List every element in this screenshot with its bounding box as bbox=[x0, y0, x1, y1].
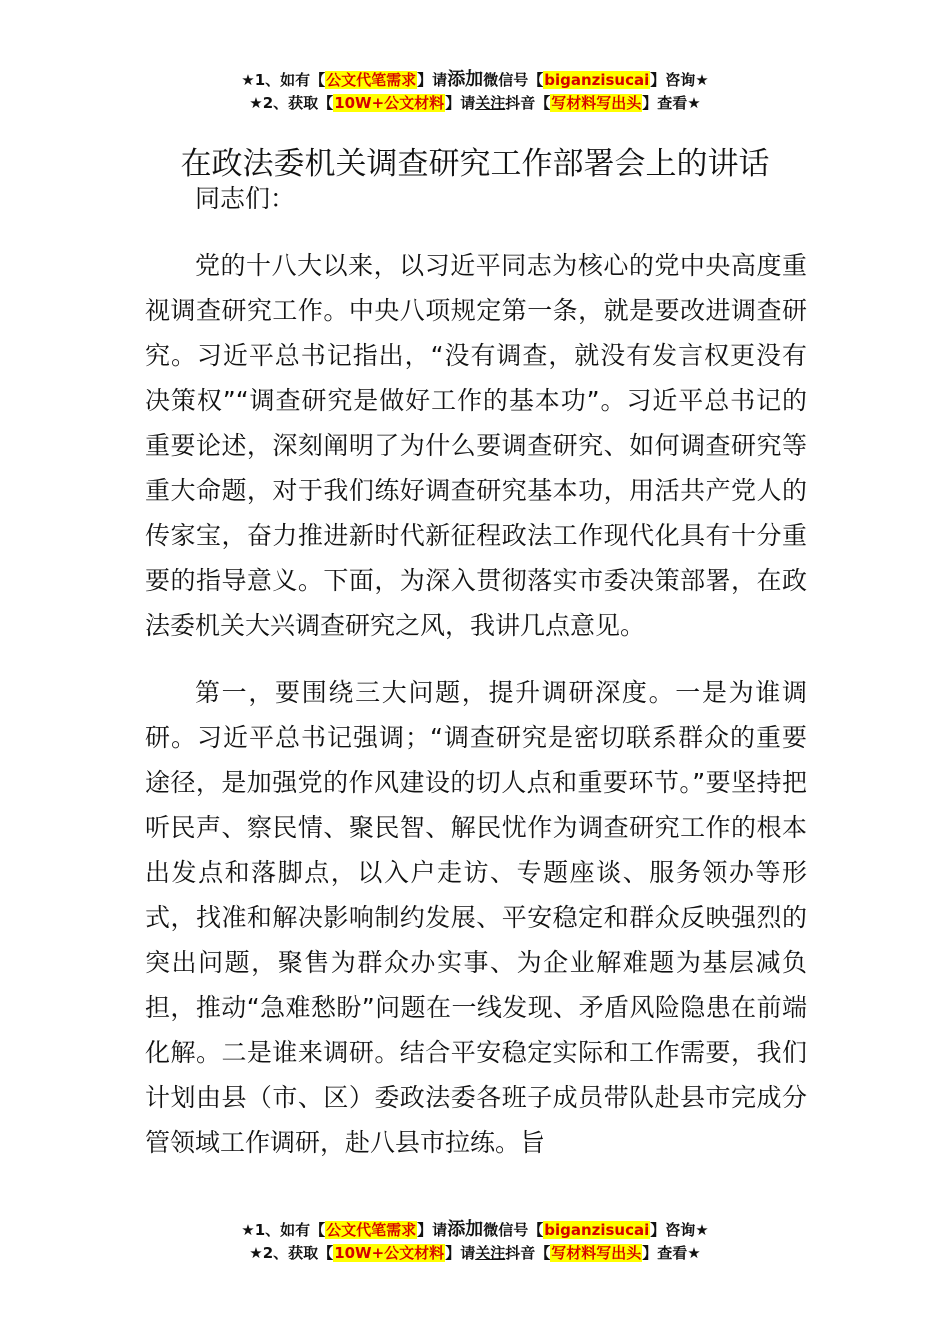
document-body bbox=[145, 176, 807, 1187]
paragraph: 第一，要围绕三大问题，提升调研深度。一是为谁调研。习近平总书记强调；“调查研究是密切联系群众的重要途径，是加强党的作风建设的切人点和重要环节。”要坚持把听民声、察民情、聚民智、解民忧作为调查研究工作的根本出发点和落脚点，以入户走访、专题座谈、服务领办等形式，找准和解决影响制约发展、平安稳定和群众反映强烈的突出问题，聚售为群众办实事、为企业解难题为基层减负担，推动“急难愁盼”问题在一线发现、矛盾风险隐患在前端化解。二是谁来调研。结合平安稳定实际和工作需要，我们计划由县（市、区）委政法委各班子成员带队赴县市完成分管领域工作调研，赴八县市拉练。旨 bbox=[145, 678, 807, 1157]
promo-text: 添加 bbox=[447, 69, 484, 90]
promo-highlight: 公文代笔需求 bbox=[326, 1221, 417, 1239]
promo-text: 】咨询★ bbox=[650, 1221, 709, 1239]
promo-douyin-id: 写材料写出头 bbox=[551, 94, 642, 112]
promo-text: 微信号【 bbox=[483, 1221, 544, 1239]
promo-douyin-id: 写材料写出头 bbox=[551, 1244, 642, 1262]
promo-text: 抖音【 bbox=[505, 94, 551, 112]
paragraph: 党的十八大以来，以习近平同志为核心的党中央高度重视调查研究工作。中央八项规定第一条，就是要改进调查研究。习近平总书记指出，“没有调查，就没有发言权更没有决策权”“调查研究是做好工作的基本功”。习近平总书记的重要论述，深刻阐明了为什么要调查研究、如何调查研究等重大命题，对于我们练好调查研究基本功，用活共产党人的传家宝，奋力推进新时代新征程政法工作现代化具有十分重要的指导意义。下面，为深入贯彻落实市委决策部署，在政法委机关大兴调查研究之风，我讲几点意见。 bbox=[145, 251, 807, 640]
promo-text: ★2、获取【 bbox=[249, 1244, 334, 1262]
footer-promo bbox=[0, 1218, 950, 1265]
promo-highlight: 10W+公文材料 bbox=[334, 94, 445, 112]
promo-text: ★1、如有【 bbox=[241, 1221, 326, 1239]
promo-text: ★1、如有【 bbox=[241, 71, 326, 89]
promo-line-2 bbox=[0, 1242, 950, 1265]
promo-text: 】查看★ bbox=[642, 94, 701, 112]
document-title: 在政法委机关调查研究工作部署会上的讲话 bbox=[180, 145, 770, 182]
promo-text: 关注 bbox=[475, 94, 506, 112]
greeting: 同志们： bbox=[195, 184, 296, 213]
promo-text: 添加 bbox=[447, 1219, 484, 1240]
promo-text: 关注 bbox=[475, 1244, 506, 1262]
promo-text: 】查看★ bbox=[642, 1244, 701, 1262]
promo-text: 微信号【 bbox=[483, 71, 544, 89]
promo-line-1 bbox=[0, 1218, 950, 1242]
promo-wechat-id: biganzisucai bbox=[544, 71, 650, 89]
promo-text: ★2、获取【 bbox=[249, 94, 334, 112]
promo-wechat-id: biganzisucai bbox=[544, 1221, 650, 1239]
promo-highlight: 10W+公文材料 bbox=[334, 1244, 445, 1262]
promo-text: 】请 bbox=[445, 1244, 476, 1262]
promo-text: 】请 bbox=[417, 71, 448, 89]
header-promo bbox=[0, 68, 950, 115]
promo-line-2 bbox=[0, 92, 950, 115]
promo-text: 】请 bbox=[417, 1221, 448, 1239]
promo-line-1 bbox=[0, 68, 950, 92]
promo-text: 】咨询★ bbox=[650, 71, 709, 89]
promo-highlight: 公文代笔需求 bbox=[326, 71, 417, 89]
promo-text: 抖音【 bbox=[505, 1244, 551, 1262]
promo-text: 】请 bbox=[445, 94, 476, 112]
